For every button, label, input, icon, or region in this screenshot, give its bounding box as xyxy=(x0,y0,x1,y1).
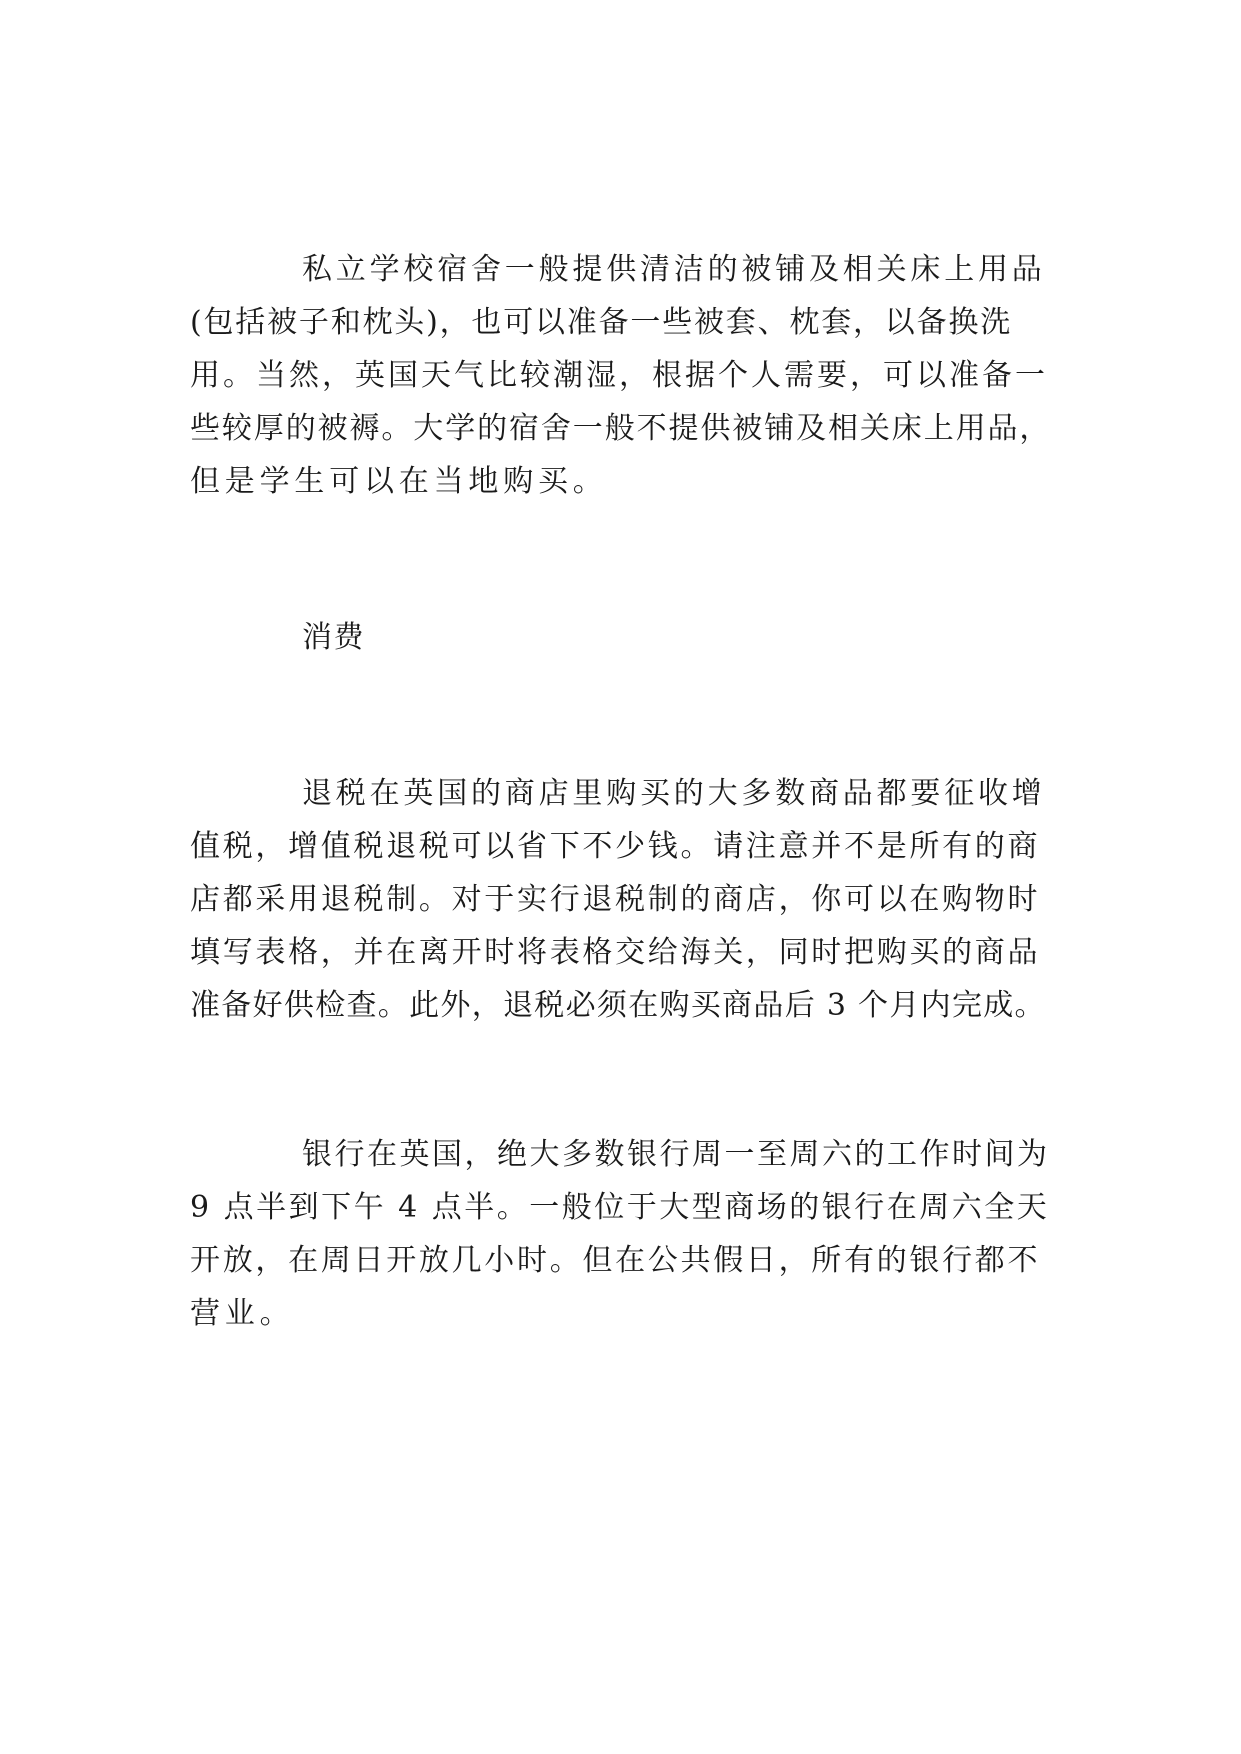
paragraph-line: 银行在英国，绝大多数银行周一至周六的工作时间为 xyxy=(302,1137,1050,1172)
paragraph-line: 店都采用退税制。对于实行退税制的商店，你可以在购物时 xyxy=(190,882,1041,917)
paragraph-line: 开放，在周日开放几小时。但在公共假日，所有的银行都不 xyxy=(190,1243,1041,1278)
paragraph-line: 营业。 xyxy=(190,1296,295,1331)
paragraph-line: 用。当然，英国天气比较潮湿，根据个人需要，可以准备一 xyxy=(190,358,1048,393)
paragraph-line: 填写表格，并在离开时将表格交给海关，同时把购买的商品 xyxy=(190,935,1041,970)
paragraph-line: 些较厚的被褥。大学的宿舍一般不提供被铺及相关床上用品， xyxy=(190,411,1052,446)
paragraph-line: 9 点半到下午 4 点半。一般位于大型商场的银行在周六全天 xyxy=(190,1190,1050,1225)
paragraph-line: (包括被子和枕头)，也可以准备一些被套、枕套，以备换洗 xyxy=(190,305,1013,340)
paragraph-line: 但是学生可以在当地购买。 xyxy=(190,464,608,499)
section-heading: 消费 xyxy=(302,620,365,655)
paragraph-line: 私立学校宿舍一般提供清洁的被铺及相关床上用品 xyxy=(302,252,1046,287)
paragraph-line: 值税，增值税退税可以省下不少钱。请注意并不是所有的商 xyxy=(190,829,1041,864)
paragraph-line: 退税在英国的商店里购买的大多数商品都要征收增 xyxy=(302,776,1046,811)
paragraph-line: 准备好供检查。此外，退税必须在购买商品后 3 个月内完成。 xyxy=(190,988,1046,1023)
